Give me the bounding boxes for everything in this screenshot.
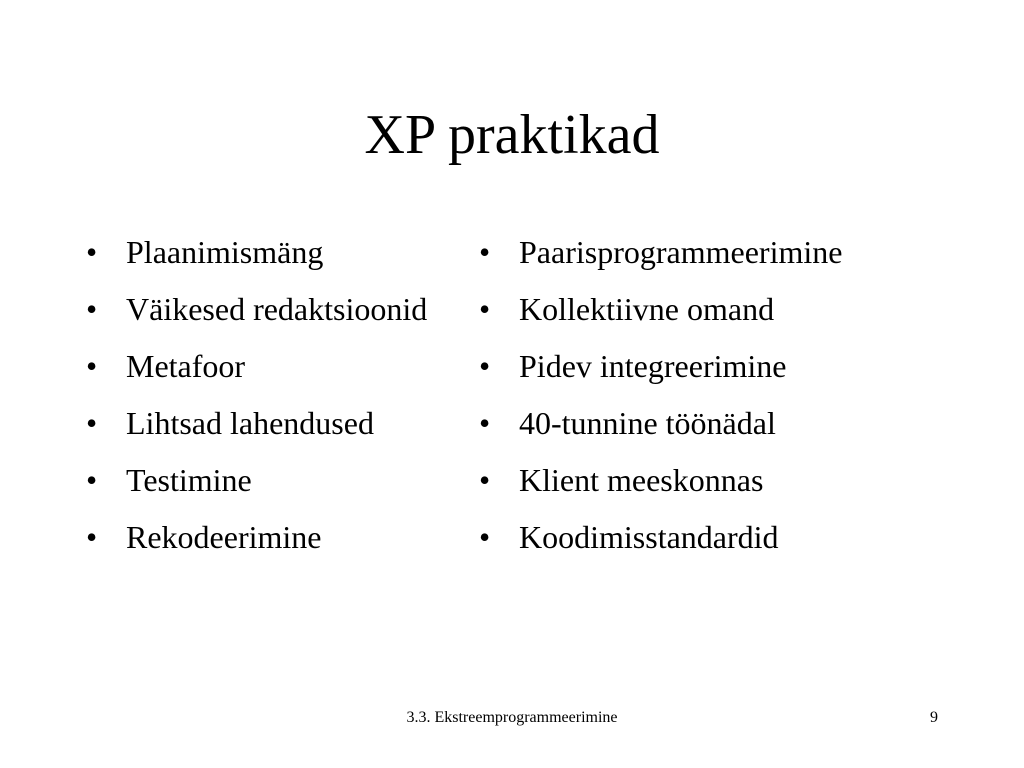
list-item — [477, 346, 947, 386]
left-bullet-list — [84, 232, 454, 574]
bullet-icon: • — [86, 234, 98, 270]
page-number: 9 — [930, 709, 938, 726]
bullet-icon: • — [479, 519, 491, 555]
right-bullet-list — [477, 232, 947, 574]
footer-text: 3.3. Ekstreemprogrammeerimine — [406, 709, 618, 726]
bullet-icon: • — [479, 234, 491, 270]
list-item-text: Testimine — [126, 462, 252, 498]
list-item-text: Klient meeskonnas — [519, 462, 764, 498]
bullet-icon: • — [479, 405, 491, 441]
bullet-icon: • — [86, 519, 98, 555]
list-item-text: Väikesed redaktsioonid — [126, 291, 428, 327]
list-item — [84, 232, 454, 272]
list-item-text: Plaanimismäng — [126, 234, 324, 270]
bullet-icon: • — [86, 348, 98, 384]
bullet-icon: • — [479, 462, 491, 498]
bullet-icon: • — [86, 405, 98, 441]
list-item — [477, 460, 947, 500]
list-item — [84, 289, 454, 329]
list-item-text: Lihtsad lahendused — [126, 405, 374, 441]
slide-title: XP praktikad — [364, 104, 660, 166]
list-item — [84, 460, 454, 500]
bullet-icon: • — [479, 348, 491, 384]
bullet-icon: • — [86, 462, 98, 498]
list-item-text: Kollektiivne omand — [519, 291, 775, 327]
list-item-text: Rekodeerimine — [126, 519, 322, 555]
list-item — [84, 403, 454, 443]
list-item — [84, 517, 454, 557]
bullet-icon: • — [86, 291, 98, 327]
list-item — [477, 517, 947, 557]
list-item-text: 40-tunnine töönädal — [519, 405, 776, 441]
bullet-icon: • — [479, 291, 491, 327]
list-item-text: Metafoor — [126, 348, 246, 384]
list-item-text: Koodimisstandardid — [519, 519, 779, 555]
list-item — [84, 346, 454, 386]
list-item — [477, 232, 947, 272]
list-item — [477, 403, 947, 443]
list-item-text: Pidev integreerimine — [519, 348, 787, 384]
list-item — [477, 289, 947, 329]
list-item-text: Paarisprogrammeerimine — [519, 234, 843, 270]
